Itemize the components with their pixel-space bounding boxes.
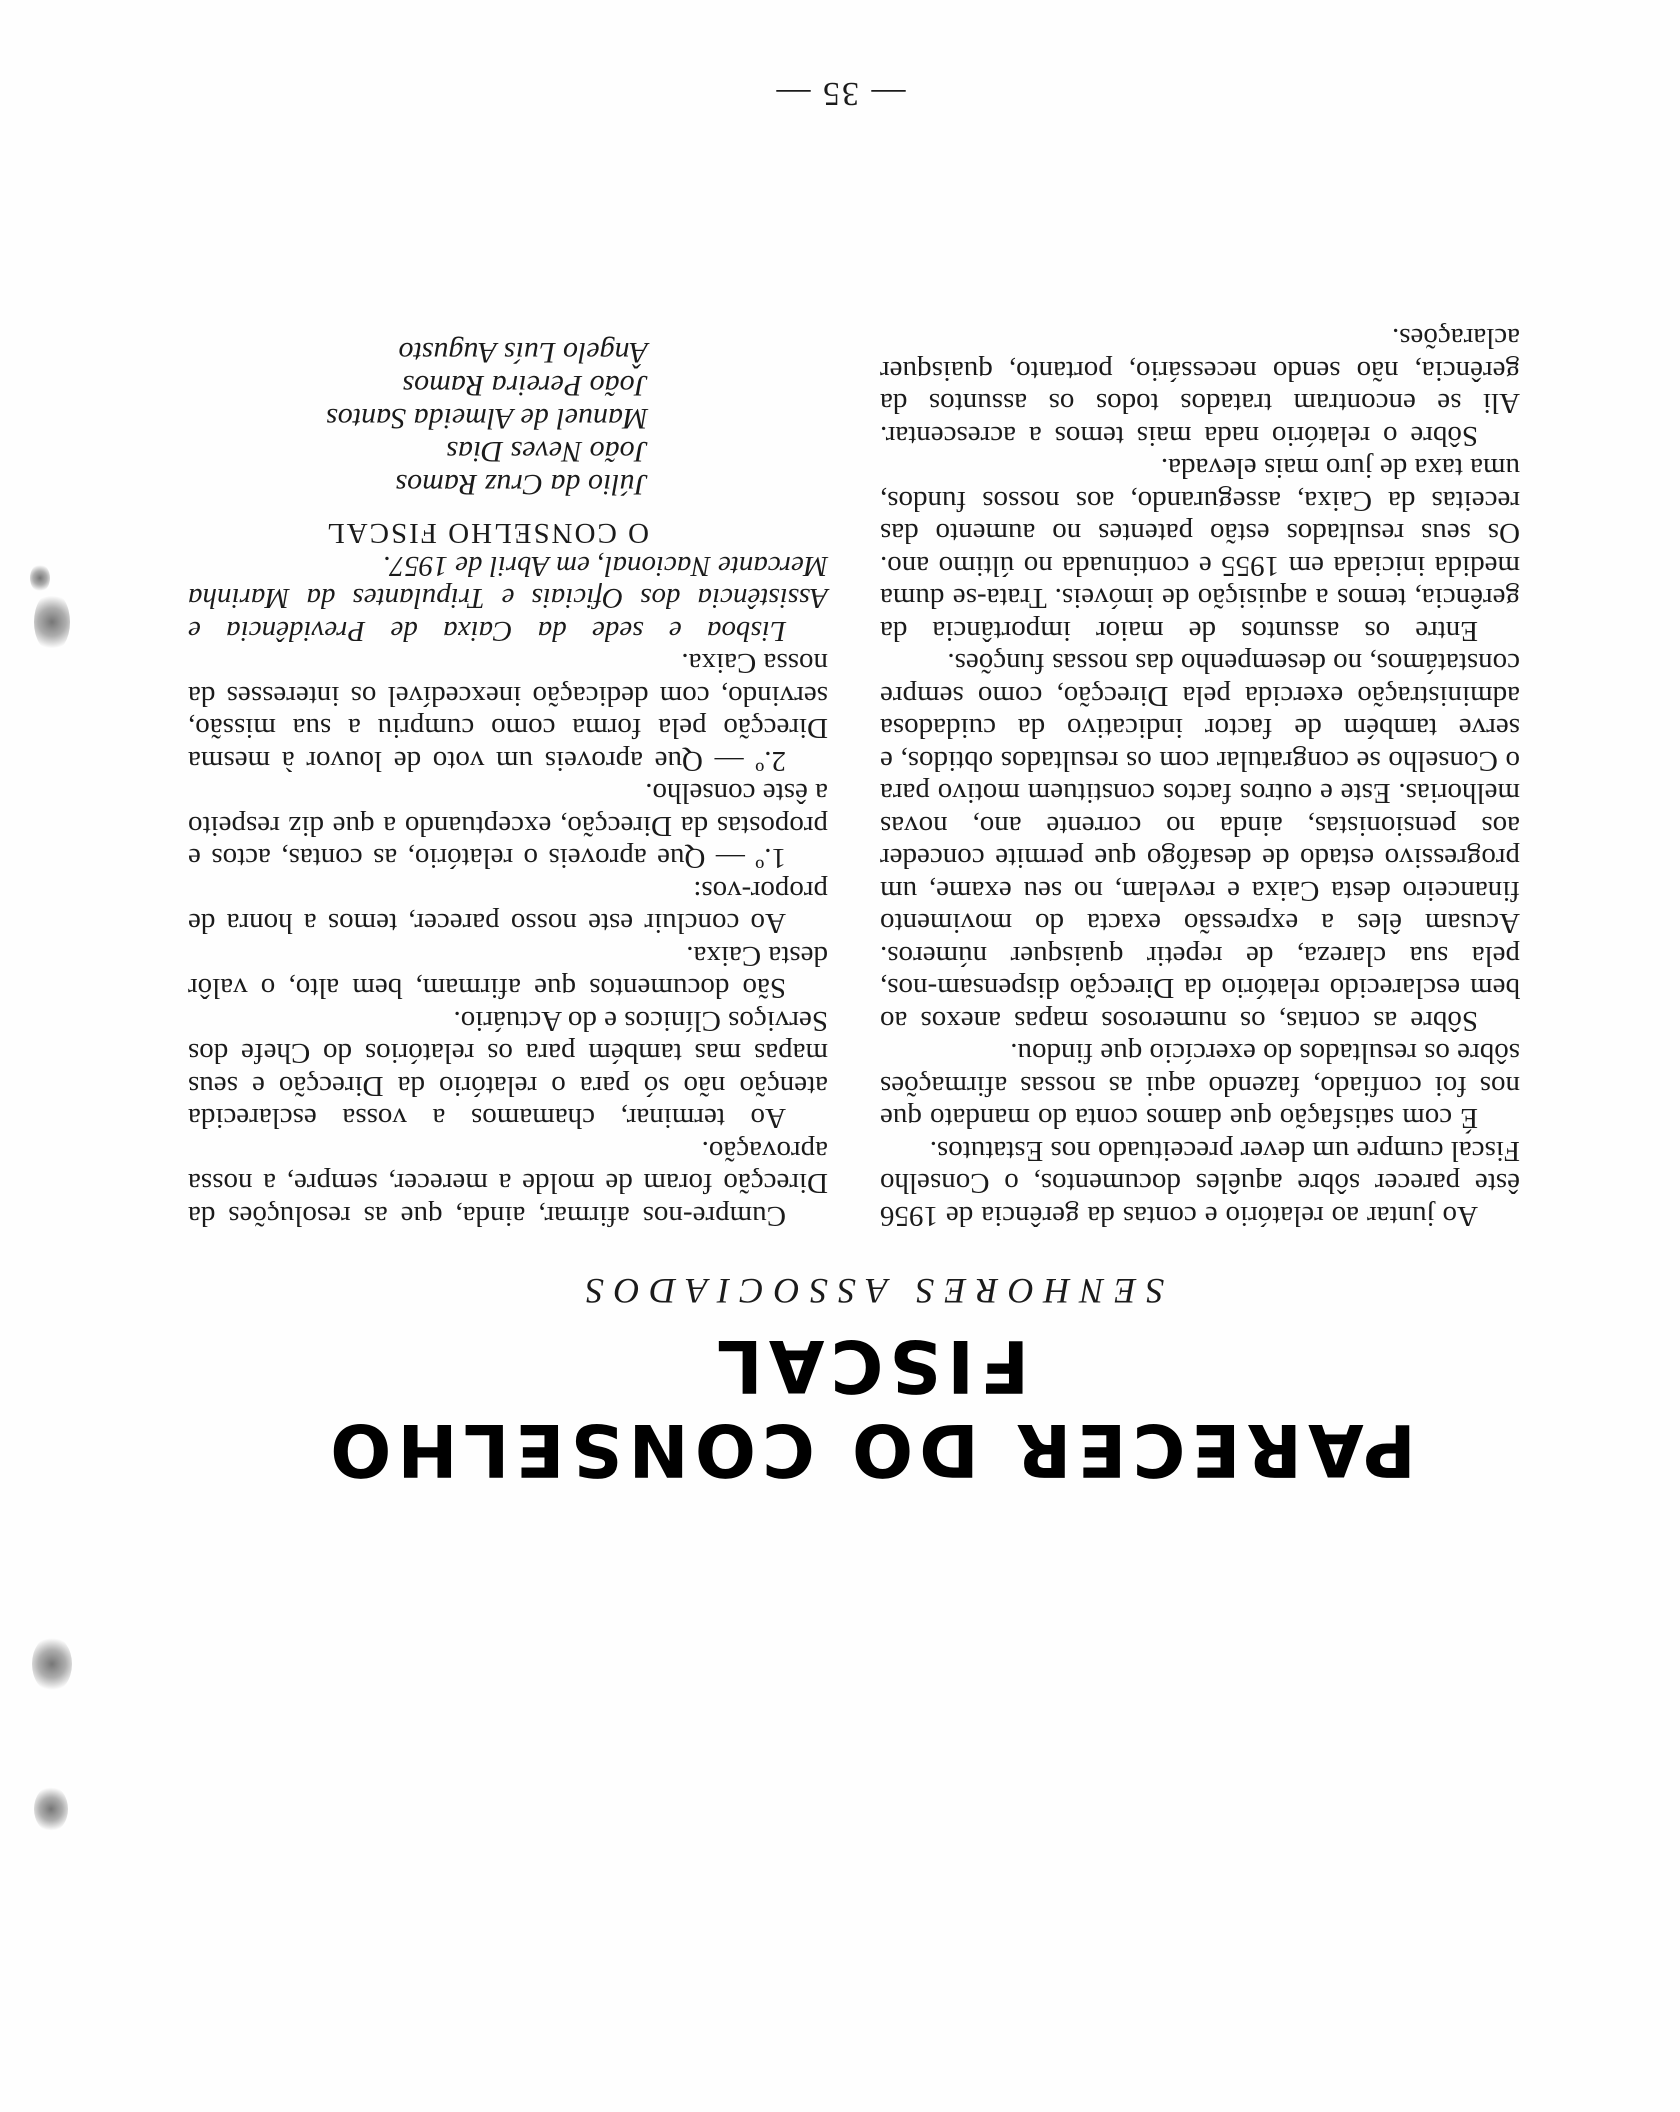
paragraph: Entre os assuntos de maior importância da gerência, temos a aquisição de imóveis. Trata-se duma medida iniciada em 1955 e continuada no último ano. Os seus resultados estão patentes no aumento das receitas da Caixa, assegurando, aos nossos fundos, uma taxa de juro mais elevada. [880,452,1520,647]
scan-speck [32,1636,72,1692]
signatory: João Pereira Ramos [402,369,648,402]
paragraph: Sôbre as contas, os numerosos mapas anexos ao bem esclarecido relatório da Direcção dispensam-nos, pela sua clareza, de repetir quaisquer números. Acusam êles a expressão exacta do movimento financeiro desta Caixa e revelam, no seu exame, um progressivo estado de desafôgo que permite conceder aos pensionistas, ainda no corrente ano, novas melhorias. Este e outros factos constituem motivo para o Conselho se congratular com os resultados obtidos, e serve também de factor indicativo da cuidadosa administração exercida pela Direcção, como sempre constatámos, no desempenho das nossas funções. [880,647,1520,1037]
signatory-list [188,336,828,501]
signatory: João Neves Dias [446,435,648,468]
paragraph: É com satisfação que damos conta do mandato que nos foi confiado, fazendo aqui as nossas afirmações sôbre os resultados do exercício que findou. [880,1037,1520,1135]
paragraph: 2.º — Que aproveis um voto de louvor à mesma Direcção pela forma como cumpriu a sua missão, servindo, com dedicação inexcedível os interesses da nossa Caixa. [188,647,828,777]
signatory: Júlio da Cruz Ramos [395,468,648,501]
paragraph: São documentos que afirmam, bem alto, o valôr desta Caixa. [188,940,828,1005]
place-and-date: Lisboa e sede da Caixa de Previdência e Assistência dos Oficiais e Tripulantes da Marinha Mercante Nacional, em Abril de 1957. [188,550,828,647]
scan-speck [34,1786,68,1832]
paragraph: Ao terminar, chamamos a vossa esclarecida atenção não só para o relatório da Direcção e seus mapas mas também para os relatórios do Chefe dos Serviços Clínicos e do Actuário. [188,1005,828,1135]
paragraph: Cumpre-nos afirmar, ainda, que as resoluções da Direcção foram de molde a merecer, sempre, a nossa aprovação. [188,1135,828,1232]
paragraph: Ao concluir este nosso parecer, temos a honra de propor-vos: [188,875,828,940]
paragraph: Ao juntar ao relatório e contas da gerência de 1956 êste parecer sôbre aquêles documentos, o Conselho Fiscal cumpre um dever preceituado nos Estatutos. [880,1135,1520,1232]
left-column [880,322,1520,1232]
paragraph: 1.º — Que aproveis o relatório, as contas, actos e propostas da Direcção, exceptuando a que diz respeito a êste conselho. [188,777,828,875]
signatory: Ângelo Luís Augusto [398,336,648,369]
salutation: SENHORES ASSOCIADOS [575,1271,1165,1311]
scan-speck [34,592,70,652]
signature-heading: O CONSELHO FISCAL [324,517,650,550]
signatory: Manuel de Almeida Santos [326,402,648,435]
paragraph: Sôbre o relatório nada mais temos a acrescentar. Ali se encontram tratados todos os assuntos da gerência, não sendo necessário, portanto, quaisquer aclarações. [880,322,1520,452]
scan-speck [30,564,50,592]
right-column [188,336,828,1232]
page-number: — 35 — [774,75,906,112]
page-title: PARECER DO CONSELHO FISCAL [324,1324,1416,1492]
